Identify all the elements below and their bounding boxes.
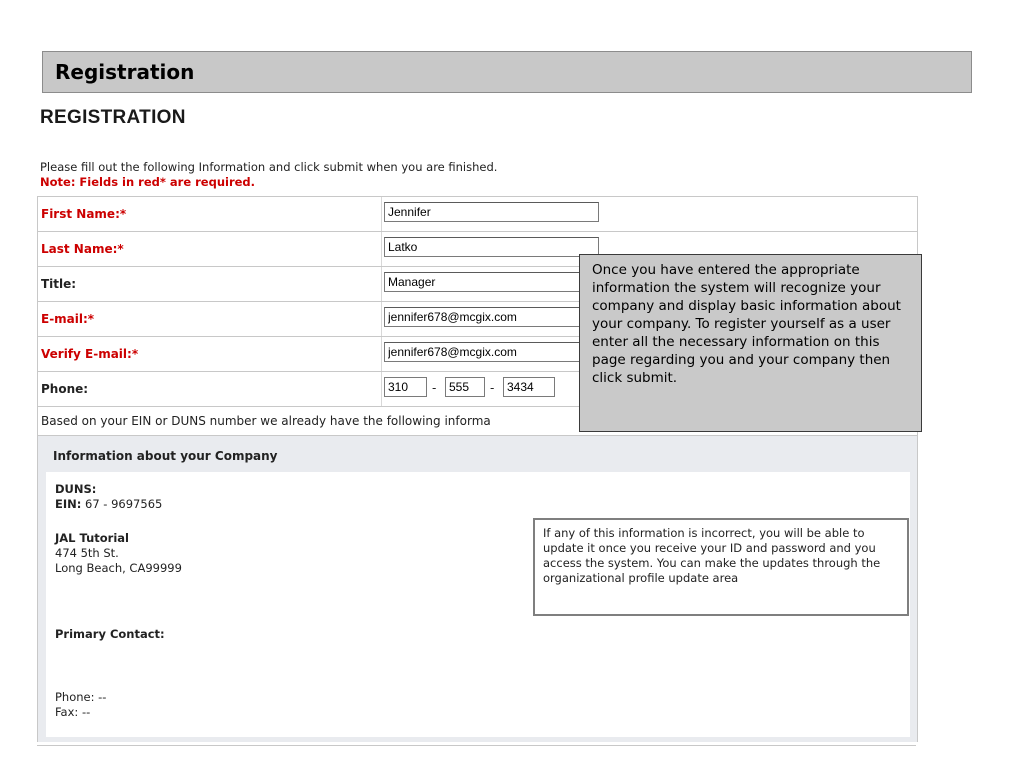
verify-email-input[interactable]: [384, 342, 599, 362]
company-address-line1: 474 5th St.: [55, 546, 119, 560]
phone-label: Phone:: [41, 382, 89, 396]
duns-label: DUNS:: [55, 482, 97, 496]
ein-note: Based on your EIN or DUNS number we already have the following informa: [41, 414, 491, 428]
last-name-input[interactable]: [384, 237, 599, 257]
page-title: REGISTRATION: [40, 107, 186, 128]
first-name-input[interactable]: [384, 202, 599, 222]
update-info-box: If any of this information is incorrect, you will be able to update it once you receive your ID and password and you access the system. You can make the updates through the organizational profile update area: [533, 518, 909, 616]
company-name: JAL Tutorial: [55, 531, 129, 545]
page-banner: [42, 51, 972, 93]
verify-email-label: Verify E-mail:*: [41, 347, 139, 361]
company-section-title: Information about your Company: [53, 449, 278, 463]
ein-line: [55, 497, 162, 511]
company-address-line2: Long Beach, CA99999: [55, 561, 182, 575]
ein-label: EIN:: [55, 497, 82, 511]
column-divider: [381, 232, 382, 266]
phone-separator: -: [432, 381, 437, 395]
required-note: Note: Fields in red* are required.: [40, 175, 256, 189]
primary-contact-label: Primary Contact:: [55, 627, 165, 641]
first-name-label: First Name:*: [41, 207, 127, 221]
column-divider: [381, 197, 382, 231]
phone-line-input[interactable]: [503, 377, 555, 397]
phone-area-code-input[interactable]: [384, 377, 427, 397]
last-name-label: Last Name:*: [41, 242, 124, 256]
company-info-panel: [46, 472, 910, 737]
email-label: E-mail:*: [41, 312, 95, 326]
column-divider: [381, 372, 382, 406]
title-input[interactable]: [384, 272, 599, 292]
contact-fax: Fax: --: [55, 705, 91, 719]
section-bottom-border: [37, 742, 916, 746]
phone-prefix-input[interactable]: [445, 377, 485, 397]
banner-title: Registration: [55, 60, 195, 84]
contact-phone: Phone: --: [55, 690, 107, 704]
column-divider: [381, 337, 382, 371]
title-label: Title:: [41, 277, 77, 291]
intro-text: Please fill out the following Information and click submit when you are finished.: [40, 160, 498, 174]
column-divider: [381, 302, 382, 336]
form-row-first-name: [38, 197, 917, 232]
column-divider: [381, 267, 382, 301]
help-callout: Once you have entered the appropriate information the system will recognize your company and display basic information about your company. To register yourself as a user enter all the necessary information on this page regarding you and your company then click submit.: [579, 254, 922, 432]
ein-value: 67 - 9697565: [85, 497, 163, 511]
company-info-section: [37, 436, 918, 742]
email-input[interactable]: [384, 307, 599, 327]
phone-separator: -: [490, 381, 495, 395]
